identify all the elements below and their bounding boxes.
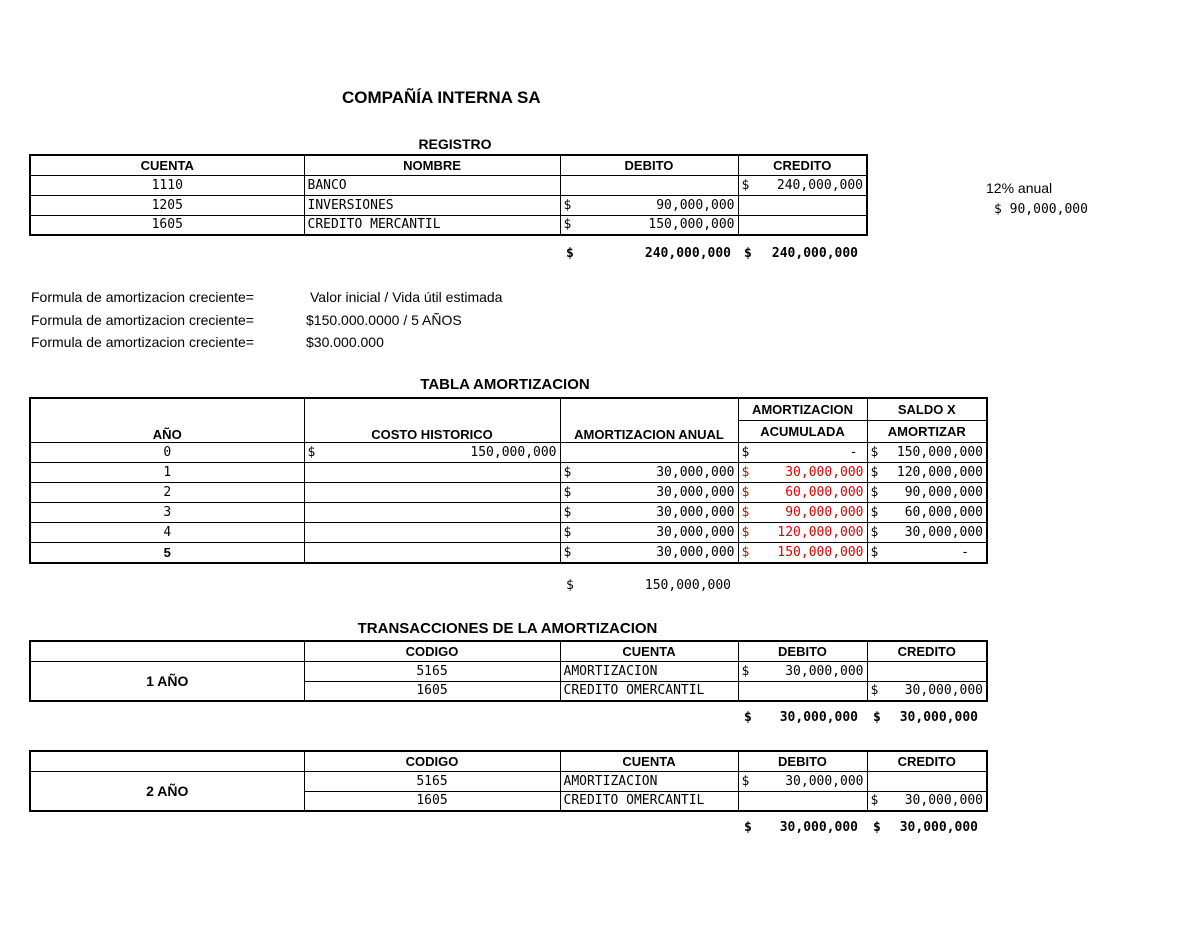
table-row [30,443,987,463]
registro-table [29,154,868,236]
currency-symbol: $ [870,793,879,809]
saldo-value: 150,000,000 [896,445,983,460]
currency-symbol: $ [741,663,750,679]
total-credito-value: 240,000,000 [771,246,858,261]
currency-symbol: $ [870,505,879,520]
total-credito-value: 30,000,000 [899,710,978,725]
header-costo: COSTO HISTORICO [304,398,560,443]
cell-credito [867,681,987,701]
debito-value: 30,000,000 [785,773,864,789]
amortizacion-total [566,578,731,593]
saldo-value: 90,000,000 [904,485,983,500]
cell-saldo [867,543,987,563]
header-blank [30,641,304,661]
page-title: COMPAÑÍA INTERNA SA [342,88,541,107]
total-debito-value: 30,000,000 [779,820,858,835]
table-row [30,175,867,195]
cell-cuenta: CREDITO OMERCANTIL [560,681,738,701]
header-saldo-line1: SALDO X [868,399,987,421]
currency-symbol: $ [566,246,574,261]
cell-debito [738,791,867,811]
header-acumulada-line2: ACUMULADA [760,424,845,439]
cell-costo [304,503,560,523]
table-row [30,483,987,503]
cell-acumulada [738,503,867,523]
currency-symbol: $ [870,465,879,480]
header-nombre: NOMBRE [304,155,560,175]
currency-symbol: $ [870,683,879,699]
credito-value: 240,000,000 [776,177,863,193]
cell-nombre: BANCO [304,175,560,195]
cell-cuenta: 1205 [30,195,304,215]
currency-symbol: $ [563,485,572,500]
formula-label: Formula de amortizacion creciente= [31,312,254,328]
cell-anual [560,483,738,503]
table-row [30,523,987,543]
cell-anio: 2 [30,483,304,503]
cell-anual [560,543,738,563]
block1-total-credito [873,710,978,725]
header-debito: DEBITO [738,641,867,661]
total-credito-value: 30,000,000 [899,820,978,835]
acumulada-value: 60,000,000 [785,485,864,500]
cell-cuenta: CREDITO OMERCANTIL [560,791,738,811]
cell-acumulada [738,443,867,463]
amortizacion-caption: TABLA AMORTIZACION [420,376,590,393]
header-saldo [867,398,987,443]
formula-label: Formula de amortizacion creciente= [31,289,254,305]
acumulada-value: 30,000,000 [785,465,864,480]
formula-value: Valor inicial / Vida útil estimada [310,289,503,305]
block2-total-debito [744,820,858,835]
currency-symbol: $ [741,485,750,500]
cell-acumulada [738,523,867,543]
header-cuenta: CUENTA [560,641,738,661]
currency-symbol: $ [566,578,574,593]
currency-symbol: $ [741,773,750,789]
header-codigo: CODIGO [304,641,560,661]
currency-symbol: $ [744,246,752,261]
cell-cuenta: 1605 [30,215,304,235]
cell-debito [560,175,738,195]
saldo-value: 30,000,000 [904,525,983,540]
rate-note: 12% anual [986,180,1053,196]
transacciones-caption: TRANSACCIONES DE LA AMORTIZACION [357,620,658,637]
cell-anio: 4 [30,523,304,543]
acumulada-value: - [849,445,858,460]
total-debito-value: 30,000,000 [779,710,858,725]
cell-costo [304,483,560,503]
header-cuenta: CUENTA [560,751,738,771]
cell-nombre: INVERSIONES [304,195,560,215]
currency-symbol: $ [741,445,750,460]
cell-credito [867,791,987,811]
cell-debito [738,771,867,791]
cell-anio: 1 [30,463,304,483]
currency-symbol: $ [744,820,752,835]
formula-label: Formula de amortizacion creciente= [31,334,254,350]
cell-anio: 5 [30,543,304,563]
currency-symbol: $ [307,445,316,460]
cell-credito [867,771,987,791]
table-row [30,463,987,483]
table-row [30,503,987,523]
credito-value: 30,000,000 [904,793,983,809]
credito-value: 30,000,000 [904,683,983,699]
cell-cuenta: AMORTIZACION [560,661,738,681]
anual-value: 30,000,000 [656,525,735,540]
cell-codigo: 5165 [304,771,560,791]
cell-costo [304,443,560,463]
anual-value: 30,000,000 [656,505,735,520]
currency-symbol: $ [873,820,881,835]
block-label: 2 AÑO [30,771,304,811]
cell-nombre: CREDITO MERCANTIL [304,215,560,235]
anual-value: 30,000,000 [656,544,735,560]
header-blank [30,751,304,771]
block1-total-debito [744,710,858,725]
saldo-value: 60,000,000 [904,505,983,520]
currency-symbol: $ [563,544,572,560]
cell-acumulada [738,543,867,563]
header-debito: DEBITO [738,751,867,771]
saldo-value: 120,000,000 [896,465,983,480]
cell-anio: 0 [30,443,304,463]
cell-anio: 3 [30,503,304,523]
cell-saldo [867,463,987,483]
block-label: 1 AÑO [30,661,304,701]
currency-symbol: $ [870,445,879,460]
acumulada-value: 90,000,000 [785,505,864,520]
registro-total-credito [744,246,858,261]
header-debito: DEBITO [560,155,738,175]
header-acumulada [738,398,867,443]
currency-symbol: $ [741,465,750,480]
registro-total-debito [566,246,731,261]
cell-saldo [867,523,987,543]
formula-value: $30.000.000 [306,334,384,350]
currency-symbol: $ [870,485,879,500]
cell-saldo [867,443,987,463]
currency-symbol: $ [741,544,750,560]
cell-saldo [867,483,987,503]
debito-value: 90,000,000 [656,197,735,213]
cell-codigo: 5165 [304,661,560,681]
total-anual-value: 150,000,000 [644,578,731,593]
cell-cuenta: 1110 [30,175,304,195]
formula-value: $150.000.0000 / 5 AÑOS [306,312,462,328]
cell-anual [560,503,738,523]
cell-debito [738,681,867,701]
cell-costo [304,463,560,483]
currency-symbol: $ [563,217,572,233]
currency-symbol: $ [741,525,750,540]
header-codigo: CODIGO [304,751,560,771]
currency-symbol: $ [741,177,750,193]
header-acumulada-line1: AMORTIZACION [739,399,867,421]
transaction-block-1 [29,640,988,702]
header-cuenta: CUENTA [30,155,304,175]
header-anio: AÑO [30,398,304,443]
anual-value: 30,000,000 [656,465,735,480]
currency-symbol: $ [870,544,879,560]
table-row [30,771,987,791]
table-row [30,661,987,681]
debito-value: 150,000,000 [648,217,735,233]
header-credito: CREDITO [867,751,987,771]
cell-codigo: 1605 [304,681,560,701]
currency-symbol: $ [873,710,881,725]
currency-symbol: $ [563,525,572,540]
cell-saldo [867,503,987,523]
cell-debito [560,195,738,215]
header-saldo-line2: AMORTIZAR [887,424,966,439]
currency-symbol: $ [563,197,572,213]
cell-credito [738,195,867,215]
cell-acumulada [738,483,867,503]
cell-cuenta: AMORTIZACION [560,771,738,791]
currency-symbol: $ [563,465,572,480]
costo-value: 150,000,000 [470,445,557,460]
transaction-block-2 [29,750,988,812]
currency-symbol: $ [741,505,750,520]
cell-credito [738,215,867,235]
cell-anual [560,443,738,463]
cell-costo [304,523,560,543]
currency-symbol: $ [744,710,752,725]
debito-value: 30,000,000 [785,663,864,679]
amount-note: $ 90,000,000 [994,202,1088,217]
cell-codigo: 1605 [304,791,560,811]
saldo-value: - [961,544,969,560]
cell-anual [560,523,738,543]
header-credito: CREDITO [738,155,867,175]
cell-acumulada [738,463,867,483]
acumulada-value: 150,000,000 [777,544,864,560]
acumulada-value: 120,000,000 [777,525,864,540]
currency-symbol: $ [563,505,572,520]
cell-debito [738,661,867,681]
header-credito: CREDITO [867,641,987,661]
table-row [30,195,867,215]
currency-symbol: $ [870,525,879,540]
cell-credito [867,661,987,681]
amortizacion-table [29,397,988,564]
total-debito-value: 240,000,000 [644,246,731,261]
registro-caption: REGISTRO [418,136,492,152]
cell-costo [304,543,560,563]
cell-anual [560,463,738,483]
header-anual: AMORTIZACION ANUAL [560,398,738,443]
table-row [30,215,867,235]
anual-value: 30,000,000 [656,485,735,500]
table-row [30,543,987,563]
cell-credito [738,175,867,195]
cell-debito [560,215,738,235]
block2-total-credito [873,820,978,835]
